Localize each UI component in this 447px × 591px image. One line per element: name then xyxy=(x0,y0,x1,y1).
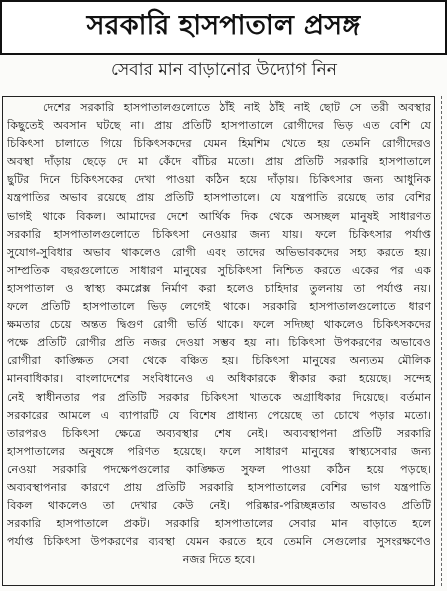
body-line: পর্যাপ্ত চিকিৎসা উপকরণের ব্যবস্থা যেমন করতে হবে তেমনি সেগুলোর সুসংরক্ষণেও xyxy=(7,535,431,549)
body-line: মানবাধিকার। বাংলাদেশের সংবিধানেও এ অধিকারকে স্বীকার করা হয়েছে। সন্দেহ xyxy=(7,372,431,386)
subheadline: সেবার মান বাড়ানোর উদ্যোগ নিন xyxy=(111,60,337,80)
body-line: সুযোগ-সুবিধার অভাব থাকলেও রোগী এবং তাদের অভিভাবকদের সহ্য করতে হয়। xyxy=(7,245,431,259)
body-line: সরকারের আমলে এ ব্যাপারটি যে বিশেষ প্রাধান্য পেয়েছে তা চোখে পড়ার মতো। xyxy=(7,408,431,422)
body-line: কিছুতেই অবসান ঘটছে না। প্রায় প্রতিটি হাসপাতালে রোগীদের ভিড় এত বেশি যে xyxy=(7,119,431,133)
headline-box xyxy=(0,0,447,55)
headline: সরকারি হাসপাতাল প্রসঙ্গ xyxy=(86,10,361,41)
body-line: দেশের সরকারি হাসপাতালগুলোতে ঠাঁই নাই ঠাঁই নাই ছোট সে তরী অবস্থার xyxy=(43,101,431,114)
body-line: নেওয়া সরকারি পদক্ষেপগুলোর কাঙ্ক্ষিত সুফল পাওয়া কঠিন হয়ে পড়ছে। xyxy=(7,462,431,476)
body-line: অব্যবস্থাপনার কারণে প্রায় প্রতিটি সরকারি হাসপাতালের বেশির ভাগ যন্ত্রপাতি xyxy=(7,480,431,494)
body-line: ফলে প্রতিটি হাসপাতালে ভিড় লেগেই থাকে। সরকারি হাসপাতালগুলোতে ধারণ xyxy=(7,300,431,314)
body-line: সরকারি হাসপাতালগুলোতে চিকিৎসা নেওয়ার জন্য যায়। ফলে চিকিৎসার পর্যাপ্ত xyxy=(7,227,431,241)
column-rule xyxy=(441,96,442,586)
body-line: নেই স্বাধীনতার পর প্রতিটি সরকার চিকিৎসা খাতকে অগ্রাধিকার দিয়েছে। বর্তমান xyxy=(7,390,431,404)
body-line: বিকল থাকলেও তা দেখার কেউ নেই। পরিষ্কার-পরিচ্ছন্নতার অভাবও প্রতিটি xyxy=(7,499,431,513)
body-line: ক্ষমতার চেয়ে অন্তত দ্বিগুণ রোগী ভর্তি থাকে। ফলে সদিচ্ছা থাকলেও চিকিৎসকদের xyxy=(7,318,431,332)
body-line: হাসপাতাল ও স্বাস্থ্য কমপ্লেক্স নির্মাণ করা হলেও চাহিদার তুলনায় তা পর্যাপ্ত নয়। xyxy=(7,281,431,295)
body-line: ভাগই থাকে বিকল। আমাদের দেশে আর্থিক দিক থেকে অসচ্ছল মানুষই সাধারণত xyxy=(7,209,431,223)
body-line: যন্ত্রপাতির অভাব রয়েছে প্রায় প্রতিটি হাসপাতালে। যে যন্ত্রপাতি রয়েছে তার বেশির xyxy=(7,191,431,205)
body-line: রোগীরা কাঙ্ক্ষিত সেবা থেকে বঞ্চিত হয়। চিকিৎসা মানুষের অন্যতম মৌলিক xyxy=(7,354,431,368)
article-body xyxy=(2,96,435,586)
body-line: সরকারি হাসপাতালে প্রকট। সরকারি হাসপাতালের সেবার মান বাড়াতে হলে xyxy=(7,517,431,531)
body-line: তারপরও চিকিৎসা ক্ষেত্রে অব্যবস্থার শেষ নেই। অব্যবস্থাপনা প্রতিটি সরকারি xyxy=(7,426,431,440)
body-line: সাম্প্রতিক বছরগুলোতে সাধারণ মানুষের সুচিকিৎসা নিশ্চিত করতে একের পর এক xyxy=(7,263,431,277)
subheadline-box xyxy=(37,57,411,85)
body-line: অবস্থা দাঁড়ায় ছেড়ে দে মা কেঁদে বাঁচির মতো। প্রায় প্রতিটি সরকারি হাসপাতালে xyxy=(7,155,431,169)
body-line: নজর দিতে হবে। xyxy=(182,553,256,567)
body-line: হাসপাতালের অনুষঙ্গে পরিণত হয়েছে। ফলে সাধারণ মানুষের স্বাস্থ্যসেবার জন্য xyxy=(7,444,431,458)
body-line: পক্ষে প্রতিটি রোগীর প্রতি নজর দেওয়া সম্ভব হয় না। চিকিৎসা উপকরণের অভাবেও xyxy=(7,336,431,350)
body-line: ছুটির দিনে চিকিৎসকের দেখা পাওয়া কঠিন হয়ে দাঁড়ায়। চিকিৎসার জন্য আধুনিক xyxy=(7,173,431,187)
body-line: চিকিৎসা চালাতে গিয়ে চিকিৎসকদের যেমন হিমশিম খেতে হয় তেমনি রোগীদেরও xyxy=(7,137,431,151)
